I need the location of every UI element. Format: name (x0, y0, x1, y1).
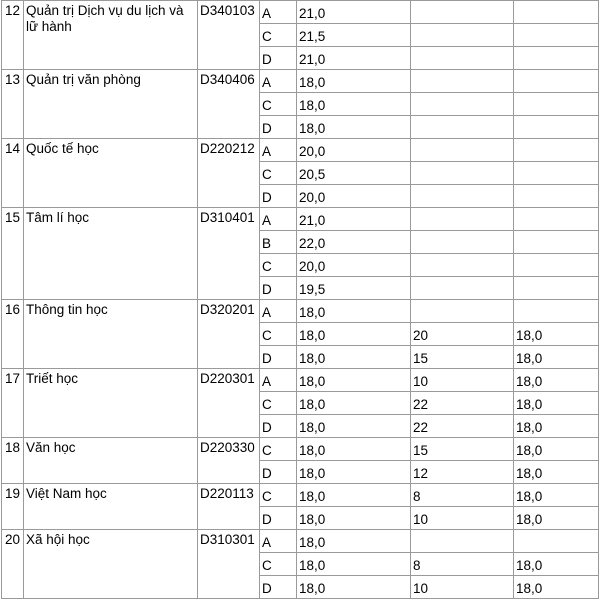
major-name: Quản trị Dịch vụ du lịch và lữ hành (24, 1, 198, 70)
row-number: 12 (2, 1, 24, 70)
table-row (2, 208, 599, 231)
nv2-quota: 10 (411, 507, 514, 530)
exam-block: D (260, 576, 297, 599)
benchmark-score: 18,0 (297, 415, 411, 438)
nv2-score (514, 139, 599, 162)
nv2-quota: 22 (411, 415, 514, 438)
exam-block: D (260, 346, 297, 369)
benchmark-score: 21,0 (297, 47, 411, 70)
exam-block: A (260, 300, 297, 323)
exam-block: C (260, 162, 297, 185)
benchmark-score: 18,0 (297, 70, 411, 93)
nv2-score (514, 47, 599, 70)
benchmark-score: 18,0 (297, 346, 411, 369)
nv2-quota (411, 208, 514, 231)
benchmark-score: 20,0 (297, 139, 411, 162)
major-code: D310401 (198, 208, 260, 300)
benchmark-score: 22,0 (297, 231, 411, 254)
major-code: D220301 (198, 369, 260, 438)
nv2-score: 18,0 (514, 438, 599, 461)
nv2-score: 18,0 (514, 392, 599, 415)
benchmark-score: 18,0 (297, 369, 411, 392)
nv2-score (514, 208, 599, 231)
nv2-quota: 10 (411, 576, 514, 599)
major-name: Triết học (24, 369, 198, 438)
benchmark-score: 21,0 (297, 1, 411, 24)
nv2-quota (411, 185, 514, 208)
nv2-quota (411, 254, 514, 277)
benchmark-score: 21,5 (297, 24, 411, 47)
row-number: 13 (2, 70, 24, 139)
exam-block: C (260, 438, 297, 461)
table-row (2, 70, 599, 93)
major-name: Việt Nam học (24, 484, 198, 530)
nv2-quota (411, 139, 514, 162)
row-number: 18 (2, 438, 24, 484)
nv2-quota: 8 (411, 553, 514, 576)
nv2-score: 18,0 (514, 369, 599, 392)
table-row (2, 484, 599, 507)
row-number: 15 (2, 208, 24, 300)
nv2-score (514, 185, 599, 208)
major-name: Quốc tế học (24, 139, 198, 208)
exam-block: C (260, 484, 297, 507)
major-code: D220330 (198, 438, 260, 484)
benchmark-score: 18,0 (297, 392, 411, 415)
admission-score-table (1, 0, 599, 599)
benchmark-score: 18,0 (297, 484, 411, 507)
exam-block: A (260, 139, 297, 162)
major-code: D220212 (198, 139, 260, 208)
table-row (2, 300, 599, 323)
nv2-score (514, 70, 599, 93)
nv2-quota (411, 1, 514, 24)
benchmark-score: 18,0 (297, 323, 411, 346)
nv2-score (514, 1, 599, 24)
nv2-quota (411, 70, 514, 93)
row-number: 16 (2, 300, 24, 369)
nv2-quota: 8 (411, 484, 514, 507)
benchmark-score: 18,0 (297, 553, 411, 576)
major-name: Tâm lí học (24, 208, 198, 300)
nv2-score: 18,0 (514, 553, 599, 576)
exam-block: A (260, 208, 297, 231)
nv2-quota (411, 300, 514, 323)
nv2-quota: 10 (411, 369, 514, 392)
major-code: D220113 (198, 484, 260, 530)
exam-block: A (260, 1, 297, 24)
nv2-quota (411, 93, 514, 116)
nv2-score: 18,0 (514, 576, 599, 599)
nv2-score (514, 300, 599, 323)
nv2-score (514, 93, 599, 116)
nv2-quota (411, 277, 514, 300)
nv2-quota (411, 116, 514, 139)
benchmark-score: 18,0 (297, 438, 411, 461)
nv2-score: 18,0 (514, 461, 599, 484)
row-number: 14 (2, 139, 24, 208)
exam-block: C (260, 254, 297, 277)
benchmark-score: 20,5 (297, 162, 411, 185)
benchmark-score: 18,0 (297, 530, 411, 553)
exam-block: D (260, 185, 297, 208)
exam-block: C (260, 24, 297, 47)
major-name: Thông tin học (24, 300, 198, 369)
nv2-score: 18,0 (514, 323, 599, 346)
table-row (2, 369, 599, 392)
nv2-quota (411, 162, 514, 185)
table-row (2, 1, 599, 24)
exam-block: C (260, 553, 297, 576)
row-number: 17 (2, 369, 24, 438)
major-name: Văn học (24, 438, 198, 484)
nv2-quota (411, 530, 514, 553)
exam-block: B (260, 231, 297, 254)
nv2-score: 18,0 (514, 415, 599, 438)
benchmark-score: 18,0 (297, 93, 411, 116)
exam-block: C (260, 323, 297, 346)
nv2-score (514, 231, 599, 254)
nv2-score (514, 530, 599, 553)
row-number: 20 (2, 530, 24, 599)
table-body (2, 1, 599, 599)
exam-block: A (260, 70, 297, 93)
exam-block: D (260, 277, 297, 300)
major-name: Xã hội học (24, 530, 198, 599)
nv2-score (514, 277, 599, 300)
major-name: Quản trị văn phòng (24, 70, 198, 139)
table-row (2, 438, 599, 461)
nv2-quota: 15 (411, 438, 514, 461)
nv2-quota (411, 231, 514, 254)
nv2-quota (411, 47, 514, 70)
row-number: 19 (2, 484, 24, 530)
exam-block: C (260, 392, 297, 415)
exam-block: C (260, 93, 297, 116)
benchmark-score: 20,0 (297, 254, 411, 277)
table-row (2, 530, 599, 553)
benchmark-score: 18,0 (297, 300, 411, 323)
benchmark-score: 18,0 (297, 461, 411, 484)
exam-block: D (260, 507, 297, 530)
major-code: D340406 (198, 70, 260, 139)
major-code: D320201 (198, 300, 260, 369)
exam-block: A (260, 530, 297, 553)
benchmark-score: 20,0 (297, 185, 411, 208)
exam-block: D (260, 116, 297, 139)
nv2-score: 18,0 (514, 507, 599, 530)
exam-block: A (260, 369, 297, 392)
benchmark-score: 18,0 (297, 116, 411, 139)
nv2-quota: 20 (411, 323, 514, 346)
table-row (2, 139, 599, 162)
nv2-score (514, 254, 599, 277)
exam-block: D (260, 415, 297, 438)
major-code: D310301 (198, 530, 260, 599)
benchmark-score: 19,5 (297, 277, 411, 300)
benchmark-score: 18,0 (297, 576, 411, 599)
nv2-score: 18,0 (514, 346, 599, 369)
major-code: D340103 (198, 1, 260, 70)
nv2-quota: 15 (411, 346, 514, 369)
exam-block: D (260, 461, 297, 484)
exam-block: D (260, 47, 297, 70)
nv2-score (514, 162, 599, 185)
nv2-score (514, 116, 599, 139)
nv2-score: 18,0 (514, 484, 599, 507)
nv2-quota (411, 24, 514, 47)
nv2-quota: 12 (411, 461, 514, 484)
benchmark-score: 18,0 (297, 507, 411, 530)
nv2-quota: 22 (411, 392, 514, 415)
benchmark-score: 21,0 (297, 208, 411, 231)
nv2-score (514, 24, 599, 47)
